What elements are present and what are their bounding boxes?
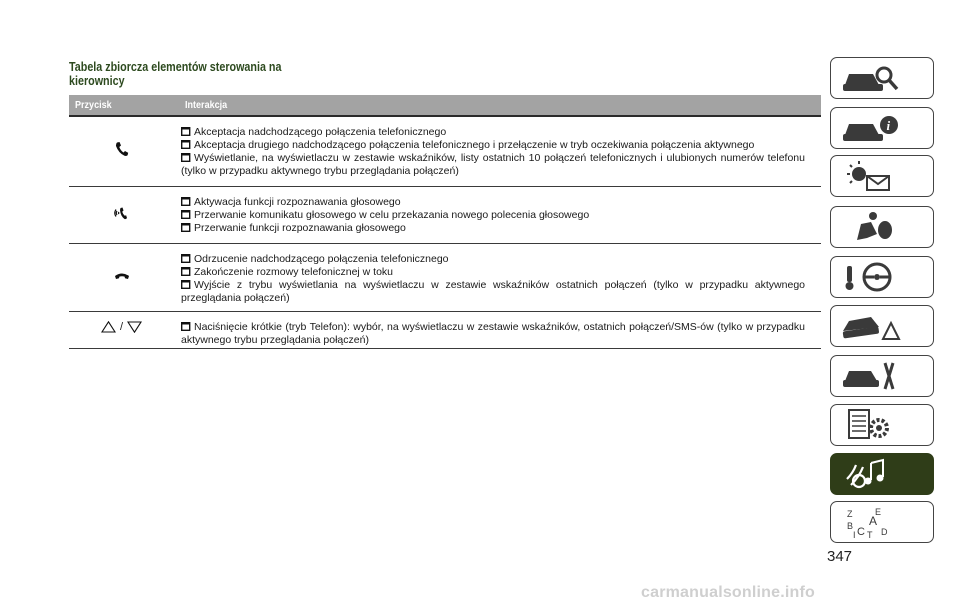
svg-text:Z: Z <box>847 509 853 519</box>
phone-hangup-icon <box>114 269 130 287</box>
up-down-arrows-icon <box>101 321 142 333</box>
svg-text:E: E <box>875 507 882 517</box>
table-row <box>69 244 821 312</box>
checkbox-bullet-icon <box>181 267 191 276</box>
down-arrow-icon <box>127 321 142 333</box>
list-item: Wyświetlanie, na wyświetlaczu w zestawie wskaźników, listy ostatnich 10 połączeń telefonicznych i ulubionych numerów telefonu (tylko w przypadku aktywnego trybu przeglądania połączeń) <box>181 152 805 177</box>
technical-data-gear-icon <box>837 408 927 442</box>
button-cell <box>69 312 174 348</box>
checkbox-bullet-icon <box>181 127 191 136</box>
multimedia-icon <box>837 457 927 491</box>
list-item: Akceptacja nadchodzącego połączenia telefonicznego <box>181 126 805 139</box>
list-item: Odrzucenie nadchodzącego połączenia telefonicznego <box>181 253 805 266</box>
phone-answer-icon <box>115 141 129 162</box>
watermark: carmanualsonline.info <box>641 584 816 601</box>
chapter-sidebar <box>830 0 960 604</box>
interaction-cell <box>181 253 805 305</box>
airbag-seat-icon <box>837 210 927 244</box>
key-steering-wheel-icon <box>837 260 927 294</box>
checkbox-bullet-icon <box>181 197 191 206</box>
index-alphabet-icon <box>837 505 927 539</box>
checkbox-bullet-icon <box>181 223 191 232</box>
up-arrow-icon <box>101 321 116 333</box>
list-item: Aktywacja funkcji rozpoznawania głosowego <box>181 196 805 209</box>
page-number: 347 <box>827 548 853 565</box>
list-item: Przerwanie komunikatu głosowego w celu przekazania nowego polecenia głosowego <box>181 209 805 222</box>
checkbox-bullet-icon <box>181 280 191 289</box>
arrow-separator: / <box>119 321 124 333</box>
button-cell <box>69 187 174 243</box>
table-row <box>69 187 821 244</box>
svg-text:A: A <box>869 514 878 528</box>
svg-text:T: T <box>867 530 873 539</box>
voice-command-icon <box>114 204 130 227</box>
column-header-interaction: Interakcja <box>185 99 228 111</box>
svg-text:C: C <box>857 526 865 538</box>
column-header-button: Przycisk <box>75 99 112 111</box>
checkbox-bullet-icon <box>181 153 191 162</box>
car-info-icon <box>837 111 927 145</box>
svg-text:D: D <box>881 527 888 537</box>
tab-car-info[interactable] <box>830 107 934 149</box>
svg-text:B: B <box>847 521 854 531</box>
button-cell <box>69 244 174 311</box>
table-row <box>69 312 821 349</box>
car-hazard-icon <box>837 309 927 343</box>
tab-multimedia[interactable] <box>830 453 934 495</box>
tab-technical-data[interactable] <box>830 404 934 446</box>
checkbox-bullet-icon <box>181 254 191 263</box>
svg-text:i: i <box>886 118 891 133</box>
interaction-cell <box>181 126 805 178</box>
svg-text:I: I <box>853 530 856 539</box>
checkbox-bullet-icon <box>181 322 191 331</box>
car-service-tools-icon <box>837 359 927 393</box>
tab-index[interactable] <box>830 501 934 543</box>
tab-safety[interactable] <box>830 206 934 248</box>
button-cell <box>69 117 174 186</box>
tab-car-search[interactable] <box>830 57 934 99</box>
warning-lights-message-icon <box>837 159 927 193</box>
table-row <box>69 117 821 187</box>
car-search-icon <box>837 61 927 95</box>
interaction-cell <box>181 196 805 235</box>
checkbox-bullet-icon <box>181 140 191 149</box>
list-item: Przerwanie funkcji rozpoznawania głosowego <box>181 222 805 235</box>
list-item: Akceptacja drugiego nadchodzącego połączenia telefonicznego i przełączenie w tryb oczekiwania połączenia aktywnego <box>181 139 805 152</box>
checkbox-bullet-icon <box>181 210 191 219</box>
list-item: Wyjście z trybu wyświetlania na wyświetlaczu w zestawie wskaźników ostatnich połączeń (tylko w przypadku aktywnego przeglądania połączeń) <box>181 279 805 304</box>
tab-servicing[interactable] <box>830 355 934 397</box>
interaction-cell <box>181 321 805 347</box>
tab-warning-lights[interactable] <box>830 155 934 197</box>
tab-starting-driving[interactable] <box>830 256 934 298</box>
list-item: Zakończenie rozmowy telefonicznej w toku <box>181 266 805 279</box>
table-header <box>69 95 821 117</box>
tab-emergency[interactable] <box>830 305 934 347</box>
section-title: Tabela zbiorcza elementów sterowania na kierownicy <box>69 60 282 88</box>
list-item: Naciśnięcie krótkie (tryb Telefon): wybór, na wyświetlaczu w zestawie wskaźników, ostatnich połączeń/SMS-ów (tylko w przypadku aktywnego trybu przeglądania połączeń) <box>181 321 805 346</box>
